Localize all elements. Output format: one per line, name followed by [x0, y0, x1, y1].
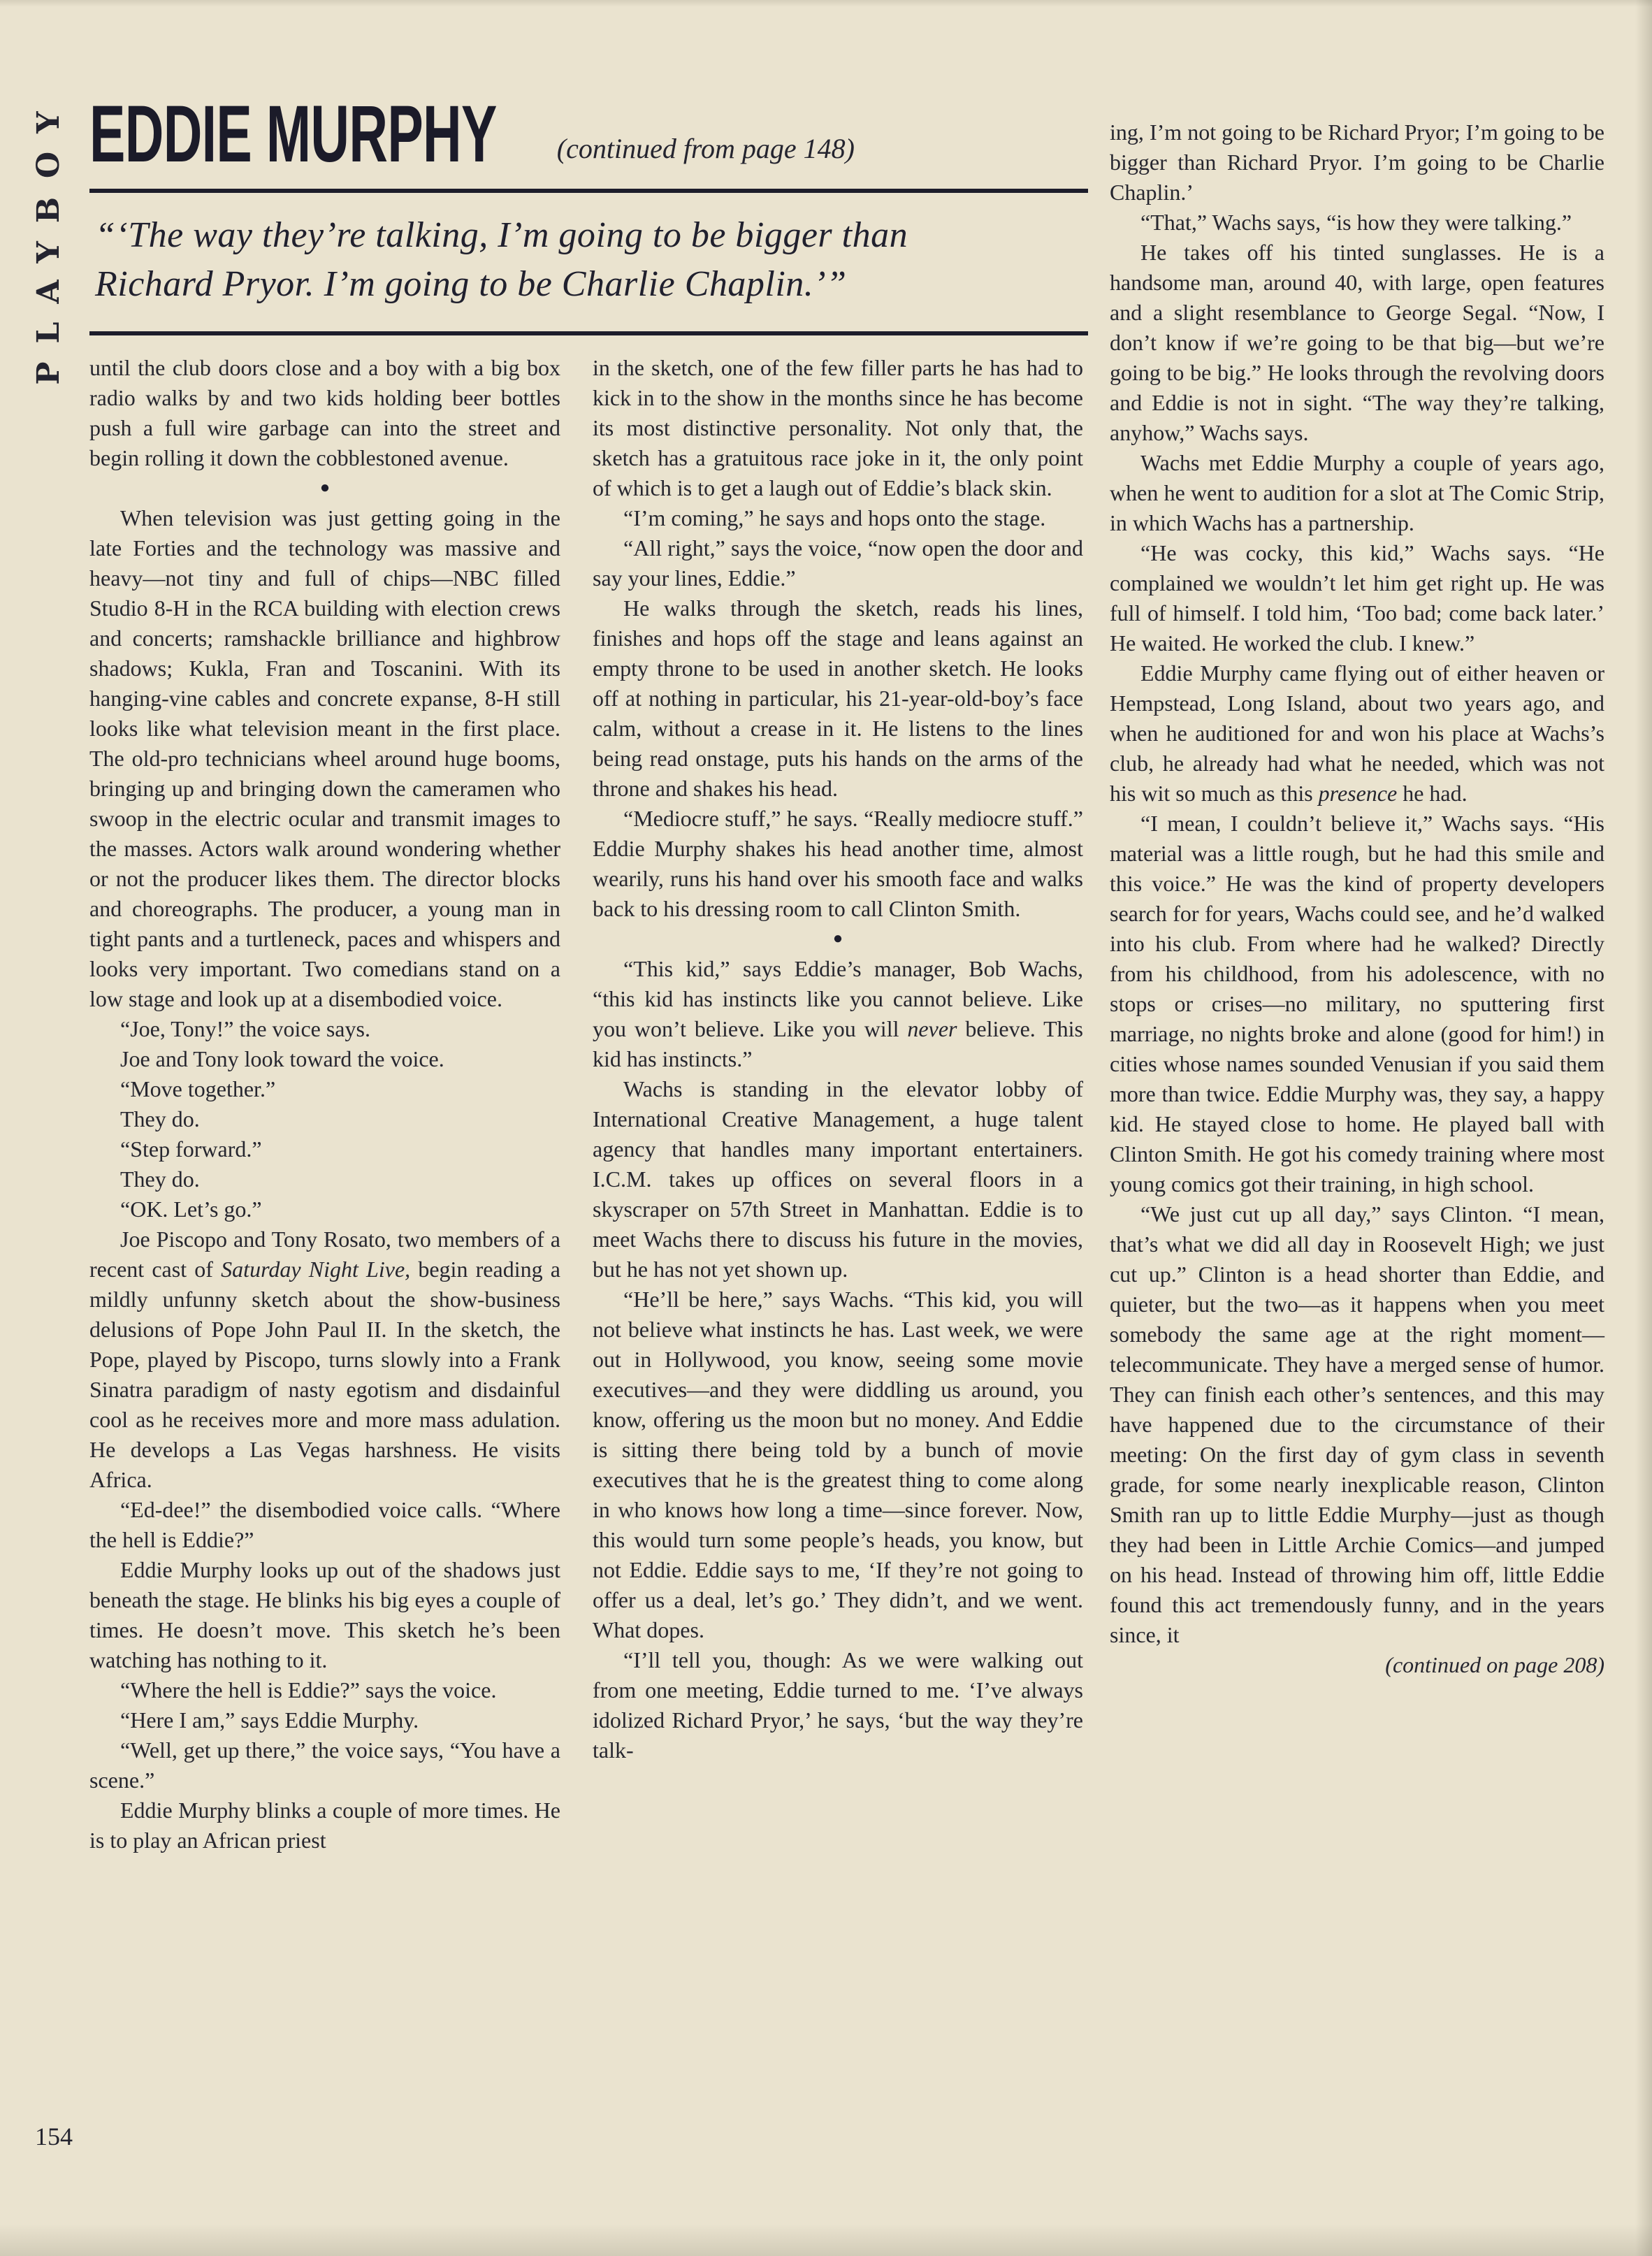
paragraph: (continued on page 208)	[1385, 1652, 1604, 1677]
paragraph: “Ed-dee!” the disembodied voice calls. “Where the hell is Eddie?”	[89, 1497, 560, 1552]
paragraph: “All right,” says the voice, “now open the door and say your lines, Eddie.”	[593, 535, 1083, 591]
paragraph: “Here I am,” says Eddie Murphy.	[120, 1707, 419, 1733]
paragraph: “I’m coming,” he says and hops onto the stage.	[623, 505, 1046, 530]
magazine-spine-text: PLAYBOY	[31, 93, 66, 385]
paragraph: They do.	[120, 1166, 200, 1192]
divider-rule-bottom	[89, 331, 1088, 335]
paragraph: “Joe, Tony!” the voice says.	[120, 1016, 370, 1041]
paragraph: Joe Piscopo and Tony Rosato, two members of a recent cast of Saturday Night Live, begin reading a mildly unfunny sketch about the show-business delusions of Pope John Paul II. In the sketch, the Pope, played by Piscopo, turns slowly into a Frank Sinatra paradigm of nasty egotism and disdainful cool as he receives more and more mass adulation. He develops a Las Vegas harshness. He visits Africa.	[89, 1227, 561, 1492]
page-edge-bottom	[0, 2224, 1652, 2256]
pull-quote	[95, 211, 1087, 309]
page-number: 154	[35, 2123, 73, 2150]
divider-rule-top	[89, 189, 1088, 193]
paragraph: He takes off his tinted sunglasses. He is a handsome man, around 40, with large, open features and a slight resemblance to George Segal. “Now, I don’t know if we’re going to be that big—but we’re going to be big.” He looks through the revolving doors and Eddie is not in sight. “The way they’re talking, anyhow,” Wachs says.	[1110, 240, 1604, 445]
paragraph: “OK. Let’s go.”	[120, 1196, 262, 1222]
paragraph: Eddie Murphy blinks a couple of more times. He is to play an African priest	[89, 1798, 560, 1853]
pull-quote-line-2: Richard Pryor. I’m going to be Charlie Chaplin.’”	[95, 264, 847, 304]
page-edge-top	[0, 0, 1652, 7]
paragraph: “He was cocky, this kid,” Wachs says. “He complained we wouldn’t let him get right up. He was full of himself. I told him, ‘Too bad; come back later.’ He waited. He worked the club. I knew.”	[1110, 540, 1604, 656]
continued-from-note: (continued from page 148)	[556, 133, 855, 164]
paragraph: “This kid,” says Eddie’s manager, Bob Wachs, “this kid has instincts like you cannot believe. Like you won’t believe. Like you will never believe. This kid has instincts.”	[593, 956, 1084, 1071]
paragraph: They do.	[120, 1106, 200, 1131]
paragraph: until the club doors close and a boy with a big box radio walks by and two kids holding beer bottles push a full wire garbage can into the street and begin rolling it down the cobblestoned avenue.	[89, 355, 560, 470]
text-column-2	[593, 353, 1083, 1765]
section-break-bullet: ●	[832, 930, 843, 948]
article-title: EDDIE MURPHY	[89, 89, 497, 179]
page-edge-right	[1635, 0, 1652, 2256]
paragraph: He walks through the sketch, reads his lines, finishes and hops off the stage and leans against an empty throne to be used in another sketch. He looks off at nothing in particular, his 21-year-old-boy’s face calm, without a crease in it. He listens to the lines being read onstage, puts his hands on the arms of the throne and shakes his head.	[593, 595, 1083, 801]
paragraph: Eddie Murphy came flying out of either heaven or Hempstead, Long Island, about two years ago, and when he auditioned for and won his place at Wachs’s club, he already had what he needed, which was not his wit so much as this presence he had.	[1110, 660, 1604, 806]
paragraph: “I mean, I couldn’t believe it,” Wachs says. “His material was a little rough, but he had this smile and this voice.” He was the kind of property developers search for for years, Wachs could see, and he’d walked into his club. From where had he walked? Directly from his childhood, from his adolescence, with no stops or crises—no military, no sputtering first marriage, no nights broke and alone (good for him!) in cities whose names sounded Venusian if you said them more than twice. Eddie Murphy was, they say, a happy kid. He stayed close to home. He played ball with Clinton Smith. He got his comedy training where most young comics got their training, in high school.	[1110, 811, 1604, 1196]
paragraph: “He’ll be here,” says Wachs. “This kid, you will not believe what instincts he has. Last week, we were out in Hollywood, you know, seeing some movie executives—and they were diddling us around, you know, offering us the moon but no money. And Eddie is sitting there being told by a bunch of movie executives that he is the greatest thing to come along in who knows how long a time—since forever. Now, this would turn some people’s heads, you know, but not Eddie. Eddie says to me, ‘If they’re not going to offer us a deal, let’s go.’ They didn’t, and we went. What dopes.	[593, 1287, 1083, 1642]
paragraph: “Where the hell is Eddie?” says the voice.	[120, 1677, 497, 1702]
paragraph: “Step forward.”	[120, 1136, 262, 1162]
section-break-bullet: ●	[319, 479, 331, 497]
article-header	[89, 89, 1089, 179]
text-column-1	[89, 353, 560, 1856]
paragraph: Wachs met Eddie Murphy a couple of years ago, when he went to audition for a slot at The Comic Strip, in which Wachs has a partnership.	[1110, 450, 1604, 535]
paragraph: “Move together.”	[120, 1076, 276, 1101]
paragraph: Joe and Tony look toward the voice.	[120, 1046, 444, 1071]
paragraph: “I’ll tell you, though: As we were walking out from one meeting, Eddie turned to me. ‘I’ve always idolized Richard Pryor,’ he says, ‘but the way they’re talk-	[593, 1647, 1083, 1763]
paragraph: in the sketch, one of the few filler parts he has had to kick in to the show in the months since he has become its most distinctive personality. Not only that, the sketch has a gratuitous race joke in it, the only point of which is to get a laugh out of Eddie’s black skin.	[593, 355, 1083, 500]
paragraph: “Mediocre stuff,” he says. “Really mediocre stuff.” Eddie Murphy shakes his head another time, almost wearily, runs his hand over his smooth face and walks back to his dressing room to call Clinton Smith.	[593, 806, 1083, 921]
paragraph: “That,” Wachs says, “is how they were talking.”	[1140, 210, 1572, 235]
paragraph: When television was just getting going in the late Forties and the technology was massive and heavy—not tiny and full of chips—NBC filled Studio 8-H in the RCA building with election crews and concerts; ramshackle brilliance and highbrow shadows; Kukla, Fran and Toscanini. With its hanging-vine cables and concrete expanse, 8-H still looks like what television meant in the first place. The old-pro technicians wheel around huge booms, bringing up and bringing down the cameramen who swoop in the electric ocular and transmit images to the masses. Actors walk around wondering whether or not the producer likes them. The director blocks and choreographs. The producer, a young man in tight pants and a turtleneck, paces and whispers and looks very important. Two comedians stand on a low stage and look up at a disembodied voice.	[89, 505, 560, 1011]
pull-quote-line-1: “‘The way they’re talking, I’m going to be bigger than	[95, 215, 908, 255]
paragraph: “Well, get up there,” the voice says, “You have a scene.”	[89, 1737, 560, 1793]
text-column-3	[1110, 117, 1604, 1680]
paragraph: ing, I’m not going to be Richard Pryor; I’m going to be bigger than Richard Pryor. I’m going to be Charlie Chaplin.’	[1110, 120, 1604, 205]
paragraph: “We just cut up all day,” says Clinton. “I mean, that’s what we did all day in Roosevelt High; we just cut up.” Clinton is a head shorter than Eddie, and quieter, but the two—as it happens when you meet somebody the same age at the right moment—telecommunicate. They have a merged sense of humor. They can finish each other’s sentences, and this may have happened due to the circumstance of their meeting: On the first day of gym class in seventh grade, for some nearly inexplicable reason, Clinton Smith ran up to little Eddie Murphy—just as though they had been in Little Archie Comics—and jumped on his head. Instead of throwing him off, little Eddie found this act tremendously funny, and in the years since, it	[1110, 1201, 1604, 1647]
paragraph: Wachs is standing in the elevator lobby of International Creative Management, a huge talent agency that handles many important entertainers. I.C.M. takes up offices on several floors in a skyscraper on 57th Street in Manhattan. Eddie is to meet Wachs there to discuss his future in the movies, but he has not yet shown up.	[593, 1076, 1083, 1282]
paragraph: Eddie Murphy looks up out of the shadows just beneath the stage. He blinks his big eyes a couple of times. He doesn’t move. This sketch he’s been watching has nothing to it.	[89, 1557, 560, 1672]
